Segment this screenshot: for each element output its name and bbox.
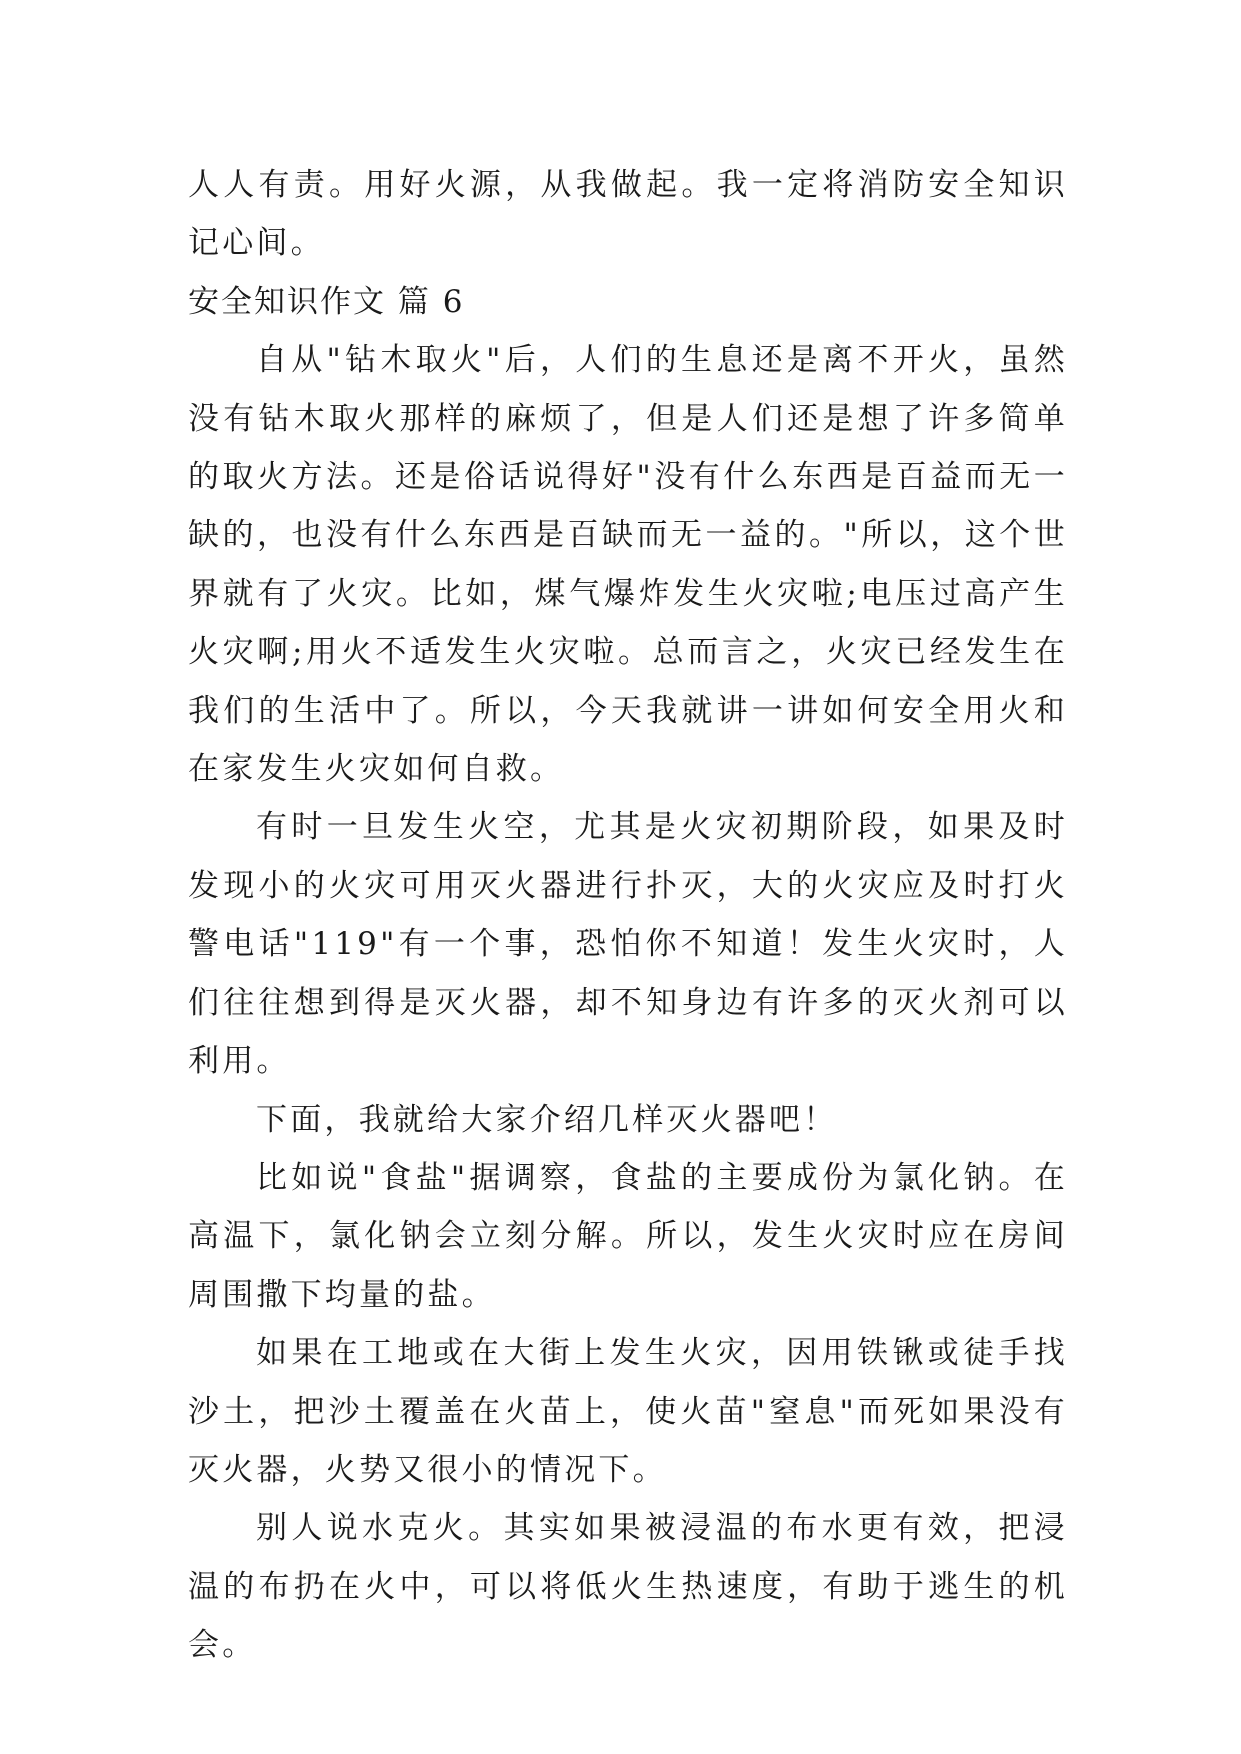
body-paragraph-1: 自从"钻木取火"后，人们的生息还是离不开火，虽然没有钻木取火那样的麻烦了，但是人们还是想了许多简单的取火方法。还是俗话说得好"没有什么东西是百益而无一缺的，也没有什么东西是百缺而无一益的。"所以，这个世界就有了火灾。比如，煤气爆炸发生火灾啦;电压过高产生火灾啊;用火不适发生火灾啦。总而言之，火灾已经发生在我们的生活中了。所以，今天我就讲一讲如何安全用火和在家发生火灾如何自救。	[188, 342, 1068, 788]
body-paragraph-3: 下面，我就给大家介绍几样灭火器吧！	[256, 1101, 838, 1138]
article-body	[188, 156, 1068, 1675]
body-paragraph-6: 别人说水克火。其实如果被浸温的布水更有效，把浸温的布扔在火中，可以将低火生热速度，有助于逃生的机会。	[188, 1510, 1068, 1664]
continuation-paragraph: 人人有责。用好火源，从我做起。我一定将消防安全知识记心间。	[188, 167, 1068, 262]
body-paragraph-2: 有时一旦发生火空，尤其是火灾初期阶段，如果及时发现小的火灾可用灭火器进行扑灭，大的火灾应及时打火警电话"119"有一个事，恐怕你不知道！发生火灾时，人们往往想到得是灭火器，却不知身边有许多的灭火剂可以利用。	[188, 809, 1068, 1080]
body-paragraph-5: 如果在工地或在大街上发生火灾，因用铁锹或徒手找沙土，把沙土覆盖在火苗上，使火苗"窒息"而死如果没有灭火器，火势又很小的情况下。	[188, 1335, 1068, 1488]
body-paragraph-4: 比如说"食盐"据调察，食盐的主要成份为氯化钠。在高温下，氯化钠会立刻分解。所以，发生火灾时应在房间周围撒下均量的盐。	[188, 1159, 1068, 1313]
section-heading: 安全知识作文 篇 6	[188, 283, 465, 320]
